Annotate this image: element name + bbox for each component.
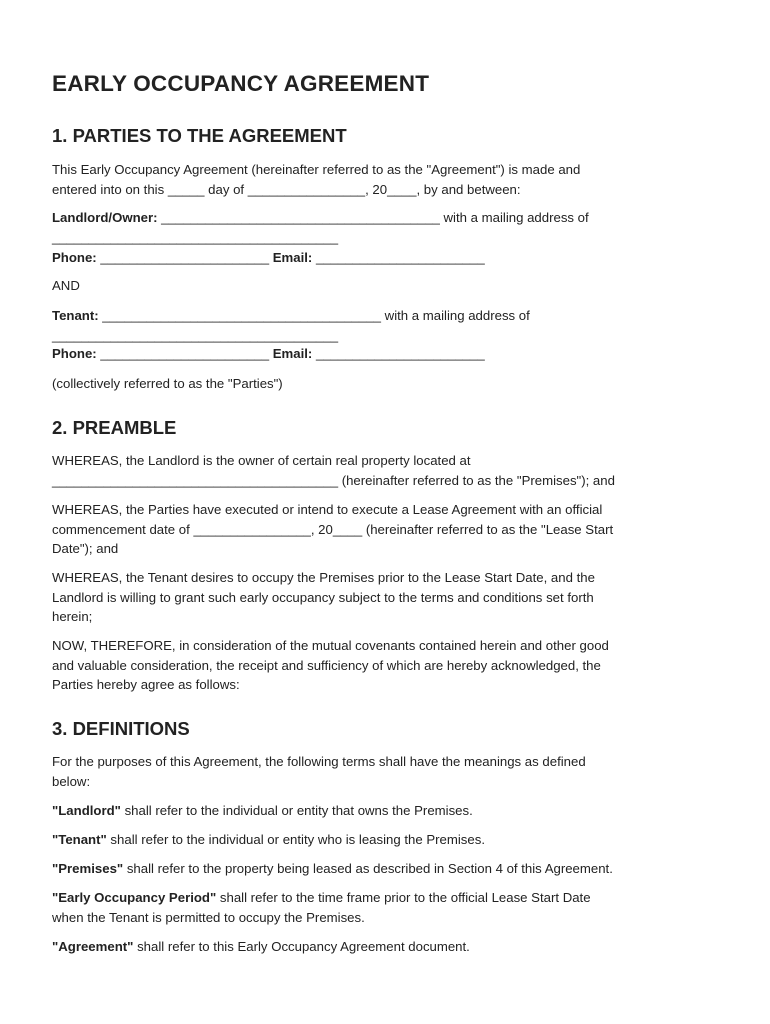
tenant-email-blank[interactable]: _______________________ [312, 346, 485, 361]
whereas-lease-line-2[interactable]: commencement date of ________________, 20____ (hereinafter referred to as the "Lease Start [52, 521, 614, 537]
definition-term: "Premises" [52, 861, 124, 876]
definition-term: "Tenant" [52, 832, 107, 847]
whereas-tenant-line-1: WHEREAS, the Tenant desires to occupy the Premises prior to the Lease Start Date, and the [52, 570, 595, 585]
definition-text: shall refer to the time frame prior to the official Lease Start Date [216, 890, 591, 905]
now-therefore-line-3: Parties hereby agree as follows: [52, 677, 240, 692]
landlord-block [52, 208, 722, 247]
landlord-email-label: Email: [272, 250, 313, 265]
definition-premises [52, 859, 722, 879]
definitions-intro [52, 752, 722, 791]
definition-line-2: when the Tenant is permitted to occupy the Premises. [52, 909, 365, 925]
tenant-email-label: Email: [272, 346, 313, 361]
section-3-heading: 3. DEFINITIONS [52, 718, 190, 739]
whereas-tenant-line-3: herein; [52, 609, 93, 624]
tenant-line [52, 306, 722, 326]
whereas-lease [52, 500, 722, 559]
definitions-intro-line-1: For the purposes of this Agreement, the following terms shall have the meanings as defined [52, 754, 586, 769]
whereas-lease-line-3: Date"); and [52, 541, 119, 556]
tenant-phone-label: Phone: [52, 346, 97, 361]
section-1-heading: 1. PARTIES TO THE AGREEMENT [52, 125, 347, 146]
section-2-heading: 2. PREAMBLE [52, 417, 177, 438]
tenant-label: Tenant: [52, 308, 99, 323]
whereas-owner [52, 451, 722, 490]
parties-intro-line-1: This Early Occupancy Agreement (hereinafter referred to as the "Agreement") is made and [52, 162, 581, 177]
now-therefore-line-2: and valuable consideration, the receipt and sufficiency of which are hereby acknowledged, the [52, 657, 601, 673]
landlord-line [52, 208, 722, 228]
parties-intro [52, 160, 722, 199]
definition-early-occupancy-period [52, 888, 722, 927]
and-separator: AND [52, 278, 80, 293]
definition-agreement [52, 937, 722, 957]
definitions-intro-line-2: below: [52, 773, 91, 789]
document-title: EARLY OCCUPANCY AGREEMENT [52, 71, 430, 96]
landlord-email-blank[interactable]: _______________________ [312, 250, 485, 265]
landlord-phone-blank[interactable]: _______________________ [96, 250, 273, 265]
landlord-address-blank[interactable]: _______________________________________ [52, 229, 339, 245]
parties-closing: (collectively referred to as the "Parties") [52, 376, 283, 391]
whereas-owner-line-2[interactable]: _______________________________________ (hereinafter referred to as the "Premises"); and [52, 472, 615, 488]
whereas-tenant [52, 568, 722, 627]
now-therefore-line-1: NOW, THEREFORE, in consideration of the mutual covenants contained herein and other good [52, 638, 609, 653]
landlord-phone-label: Phone: [52, 250, 97, 265]
landlord-contact-line [52, 248, 722, 268]
tenant-block [52, 306, 722, 345]
landlord-name-blank[interactable]: ______________________________________ with a mailing address of [157, 210, 589, 225]
definition-tenant [52, 830, 722, 850]
parties-intro-line-2: entered into on this _____ day of ________________, 20____, by and between: [52, 181, 521, 197]
whereas-lease-line-1: WHEREAS, the Parties have executed or intend to execute a Lease Agreement with an official [52, 502, 603, 517]
tenant-name-blank[interactable]: ______________________________________ with a mailing address of [98, 308, 530, 323]
definition-landlord [52, 801, 722, 821]
tenant-phone-blank[interactable]: _______________________ [96, 346, 273, 361]
tenant-address-blank[interactable]: _______________________________________ [52, 327, 339, 343]
definition-text: shall refer to the property being leased as described in Section 4 of this Agreement. [123, 861, 613, 876]
definition-text: shall refer to the individual or entity who is leasing the Premises. [106, 832, 485, 847]
definition-term: "Early Occupancy Period" [52, 890, 217, 905]
definition-term: "Agreement" [52, 939, 134, 954]
tenant-contact-line [52, 344, 722, 364]
whereas-owner-line-1: WHEREAS, the Landlord is the owner of certain real property located at [52, 453, 471, 468]
definition-text: shall refer to this Early Occupancy Agreement document. [133, 939, 470, 954]
now-therefore [52, 636, 722, 695]
whereas-tenant-line-2: Landlord is willing to grant such early occupancy subject to the terms and conditions set forth [52, 589, 594, 605]
definition-line-1 [52, 888, 722, 908]
landlord-label: Landlord/Owner: [52, 210, 158, 225]
definition-term: "Landlord" [52, 803, 121, 818]
definition-text: shall refer to the individual or entity that owns the Premises. [120, 803, 473, 818]
